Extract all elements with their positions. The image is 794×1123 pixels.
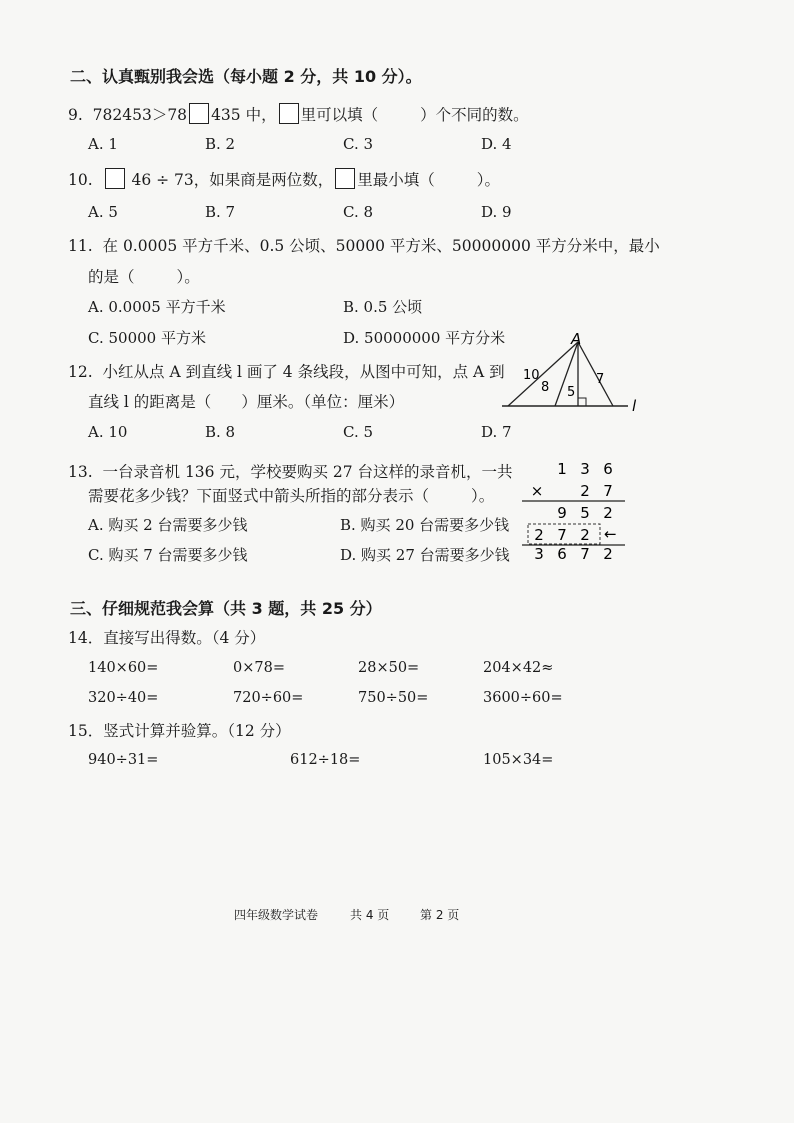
digit: 7 <box>557 526 567 544</box>
length-label: 10 <box>523 368 540 383</box>
digit: 5 <box>580 504 590 522</box>
length-label: 7 <box>596 372 605 387</box>
question-number: 10. <box>68 171 93 189</box>
vertical-multiplication <box>500 455 635 565</box>
option-d: D. 4 <box>481 135 512 153</box>
calc-item: 28×50= <box>358 660 420 676</box>
arrow-icon: ← <box>604 525 617 543</box>
blank-box <box>279 103 299 124</box>
question-11: 11. 在 0.0005 平方千米、0.5 公顷、50000 平方米、50000000 平方分米中，最小 <box>68 237 660 255</box>
question-10: 10. 46 ÷ 73，如果商是两位数， 里最小填（ ）。 <box>68 168 500 190</box>
question-14-title: 14．直接写出得数。（4 分） <box>68 629 266 647</box>
length-label: 8 <box>541 380 550 395</box>
question-12: 12. 小红从点 A 到直线 l 画了 4 条线段，从图中可知，点 A 到 <box>68 363 505 381</box>
option-d: D. 9 <box>481 203 512 221</box>
option-b: B. 7 <box>205 203 236 221</box>
option-b: B. 购买 20 台需要多少钱 <box>340 516 510 534</box>
digit: 9 <box>557 504 567 522</box>
option-d: D. 50000000 平方分米 <box>343 329 506 347</box>
option-c: C. 购买 7 台需要多少钱 <box>88 546 248 564</box>
option-d: D. 购买 27 台需要多少钱 <box>340 546 510 564</box>
question-13: 13. 一台录音机 136 元，学校要购买 27 台这样的录音机，一共 <box>68 463 513 481</box>
calc-item: 750÷50= <box>358 690 429 706</box>
blank-box <box>105 168 125 189</box>
length-label: 5 <box>567 385 576 400</box>
question-number: 12. <box>68 363 93 381</box>
option-a: A. 10 <box>88 423 128 441</box>
digit: 3 <box>534 545 544 563</box>
footer-total-pages: 共 4 页 <box>350 908 390 922</box>
option-a: A. 0.0005 平方千米 <box>88 298 226 316</box>
digit: 3 <box>580 460 590 478</box>
digit: 2 <box>580 526 590 544</box>
triangle-figure <box>500 330 650 420</box>
question-number: 11. <box>68 237 93 255</box>
section-3-title: 三、仔细规范我会算（共 3 题，共 25 分） <box>70 599 382 618</box>
option-a: A. 5 <box>88 203 118 221</box>
digit: 2 <box>534 526 544 544</box>
digit: 6 <box>557 545 567 563</box>
option-c: C. 50000 平方米 <box>88 329 206 347</box>
question-number: 13. <box>68 463 93 481</box>
digit: 7 <box>603 482 613 500</box>
option-b: B. 0.5 公顷 <box>343 298 423 316</box>
option-c: C. 8 <box>343 203 374 221</box>
line-label: l <box>632 397 637 415</box>
digit: 2 <box>603 504 613 522</box>
calc-item: 0×78= <box>233 660 285 676</box>
option-c: C. 3 <box>343 135 374 153</box>
option-b: B. 8 <box>205 423 236 441</box>
option-a: A. 1 <box>88 135 118 153</box>
calc-item: 105×34= <box>483 752 554 768</box>
question-11-line-2: 的是（ ）。 <box>88 268 200 286</box>
question-number: 9. <box>68 106 83 124</box>
footer-title: 四年级数学试卷 <box>234 908 319 922</box>
option-d: D. 7 <box>481 423 512 441</box>
blank-box <box>189 103 209 124</box>
section-2-title: 二、认真甄别我会选（每小题 2 分，共 10 分）。 <box>70 67 422 86</box>
question-13-line-2: 需要花多少钱？下面竖式中箭头所指的部分表示（ ）。 <box>88 487 495 505</box>
digit: 6 <box>603 460 613 478</box>
digit: 2 <box>580 482 590 500</box>
calc-item: 720÷60= <box>233 690 304 706</box>
calc-item: 940÷31= <box>88 752 159 768</box>
digit: 2 <box>603 545 613 563</box>
calc-item: 204×42≈ <box>483 660 554 676</box>
question-15-title: 15．竖式计算并验算。（12 分） <box>68 722 291 740</box>
digit: 7 <box>580 545 590 563</box>
question-12-line-2: 直线 l 的距离是（ ）厘米。（单位：厘米） <box>88 393 405 411</box>
calc-item: 3600÷60= <box>483 690 563 706</box>
calc-item: 140×60= <box>88 660 159 676</box>
option-a: A. 购买 2 台需要多少钱 <box>88 516 248 534</box>
question-9: 9. 782453＞78 435 中， 里可以填（ ）个不同的数。 <box>68 103 529 125</box>
digit: 1 <box>557 460 567 478</box>
times-sign: × <box>530 482 544 500</box>
right-angle-mark <box>578 398 586 406</box>
footer-page-number: 第 2 页 <box>420 908 460 922</box>
calc-item: 612÷18= <box>290 752 361 768</box>
blank-box <box>335 168 355 189</box>
point-label: A <box>571 330 582 348</box>
calc-item: 320÷40= <box>88 690 159 706</box>
option-b: B. 2 <box>205 135 236 153</box>
option-c: C. 5 <box>343 423 374 441</box>
